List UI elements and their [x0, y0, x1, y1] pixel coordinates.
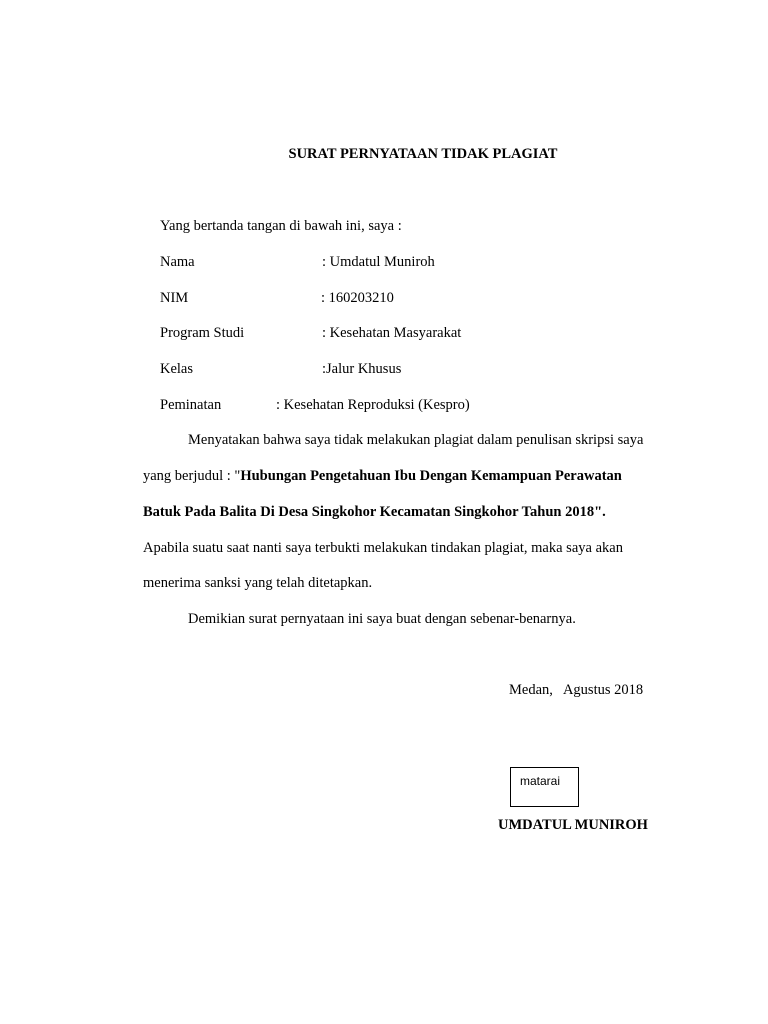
consequence-line-1: Apabila suatu saat nanti saya terbukti melakukan tindakan plagiat, maka saya akan [143, 540, 623, 556]
field-value-peminatan: : Kesehatan Reproduksi (Kespro) [276, 397, 470, 413]
field-label-peminatan: Peminatan [160, 397, 222, 413]
consequence-line-2: menerima sanksi yang telah ditetapkan. [143, 575, 373, 591]
stamp-label: matarai [520, 774, 561, 788]
field-label-program-studi: Program Studi [160, 325, 245, 341]
stamp-box [510, 767, 579, 807]
field-value-nama: : Umdatul Muniroh [322, 254, 435, 270]
statement-line-1: Menyatakan bahwa saya tidak melakukan plagiat dalam penulisan skripsi saya [188, 432, 644, 448]
thesis-title-part-2: Batuk Pada Balita Di Desa Singkohor Kecamatan Singkohor Tahun 2018". [143, 504, 606, 520]
field-value-nim: : 160203210 [321, 290, 394, 306]
field-label-kelas: Kelas [160, 361, 194, 377]
place-date: Medan, Agustus 2018 [509, 682, 644, 698]
closing-text: Demikian surat pernyataan ini saya buat dengan sebenar-benarnya. [188, 611, 576, 627]
field-label-nim: NIM [160, 290, 189, 306]
intro-text: Yang bertanda tangan di bawah ini, saya : [160, 218, 402, 234]
statement-line-2 [143, 468, 622, 485]
page-title: SURAT PERNYATAAN TIDAK PLAGIAT [288, 146, 558, 162]
signatory-name: UMDATUL MUNIROH [498, 817, 648, 833]
thesis-title-part-1: Hubungan Pengetahuan Ibu Dengan Kemampuan Perawatan [240, 468, 622, 484]
field-value-program-studi: : Kesehatan Masyarakat [322, 325, 462, 341]
field-value-kelas: :Jalur Khusus [322, 361, 402, 377]
field-label-nama: Nama [160, 254, 195, 270]
statement-prefix: yang berjudul : " [143, 468, 241, 484]
